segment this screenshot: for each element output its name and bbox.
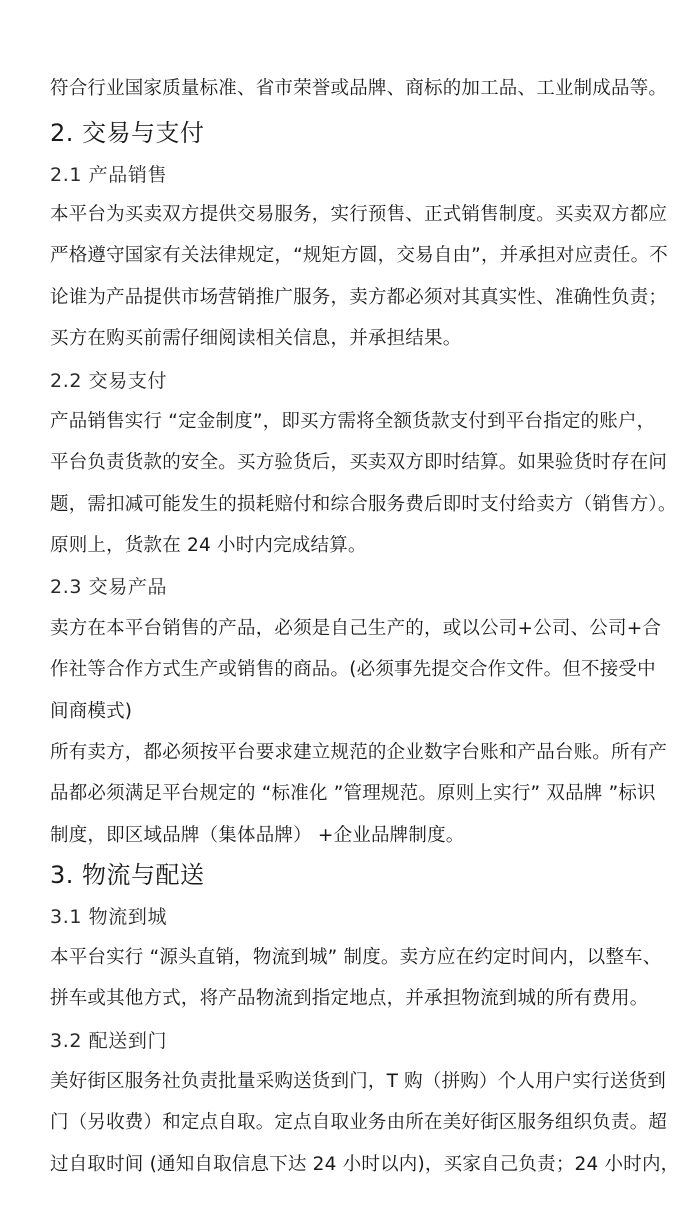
paragraph-line: 本平台为买卖双方提供交易服务，实行预售、正式销售制度。买卖双方都应 xyxy=(50,204,668,225)
paragraph-line: 美好街区服务社负责批量采购送货到门，T 购（拼购）个人用户实行送货到 xyxy=(50,1071,666,1092)
paragraph-line: 严格遵守国家有关法律规定，“规矩方圆，交易自由”，并承担对应责任。不 xyxy=(50,245,668,266)
intro-line: 符合行业国家质量标准、省市荣誉或品牌、商标的加工品、工业制成品等。 xyxy=(50,78,668,99)
paragraph-line: 题，需扣减可能发生的损耗赔付和综合服务费后即时支付给卖方（销售方）。 xyxy=(50,494,677,515)
section-3-1-heading: 3.1 物流到城 xyxy=(50,906,168,928)
paragraph-line: 产品销售实行 “定金制度”，即买方需将全额货款支付到平台指定的账户， xyxy=(50,411,656,432)
section-3-heading: 3. 物流与配送 xyxy=(50,861,205,889)
paragraph-line: 门（另收费）和定点自取。定点自取业务由所在美好街区服务组织负责。超 xyxy=(50,1112,668,1133)
paragraph-line: 拼车或其他方式，将产品物流到指定地点，并承担物流到城的所有费用。 xyxy=(50,988,649,1009)
paragraph-line: 买方在购买前需仔细阅读相关信息，并承担结果。 xyxy=(50,328,462,349)
paragraph-line: 作社等合作方式生产或销售的商品。(必须事先提交合作文件。但不接受中 xyxy=(50,659,656,680)
section-3-2-heading: 3.2 配送到门 xyxy=(50,1030,168,1052)
paragraph-line: 制度，即区域品牌（集体品牌） +企业品牌制度。 xyxy=(50,825,465,846)
section-2-3-heading: 2.3 交易产品 xyxy=(50,576,168,598)
paragraph-line: 平台负责货款的安全。买方验货后，买卖双方即时结算。如果验货时存在问 xyxy=(50,452,668,473)
paragraph-line: 品都必须满足平台规定的 “标准化 ”管理规范。原则上实行” 双品牌 ”标识 xyxy=(50,783,656,804)
section-2-1-heading: 2.1 产品销售 xyxy=(50,164,168,186)
paragraph-line: 本平台实行 “源头直销，物流到城” 制度。卖方应在约定时间内，以整车、 xyxy=(50,947,662,968)
paragraph-line: 过自取时间 (通知自取信息下达 24 小时以内)，买家自己负责；24 小时内， xyxy=(50,1154,680,1175)
paragraph-line: 原则上，货款在 24 小时内完成结算。 xyxy=(50,535,367,556)
section-2-2-heading: 2.2 交易支付 xyxy=(50,370,168,392)
paragraph-line: 所有卖方，都必须按平台要求建立规范的企业数字台账和产品台账。所有产 xyxy=(50,742,668,763)
paragraph-line: 论谁为产品提供市场营销推广服务，卖方都必须对其真实性、准确性负责； xyxy=(50,287,668,308)
paragraph-line: 间商模式) xyxy=(50,701,133,722)
section-2-heading: 2. 交易与支付 xyxy=(50,119,205,147)
paragraph-line: 卖方在本平台销售的产品，必须是自己生产的，或以公司+公司、公司+合 xyxy=(50,618,662,639)
